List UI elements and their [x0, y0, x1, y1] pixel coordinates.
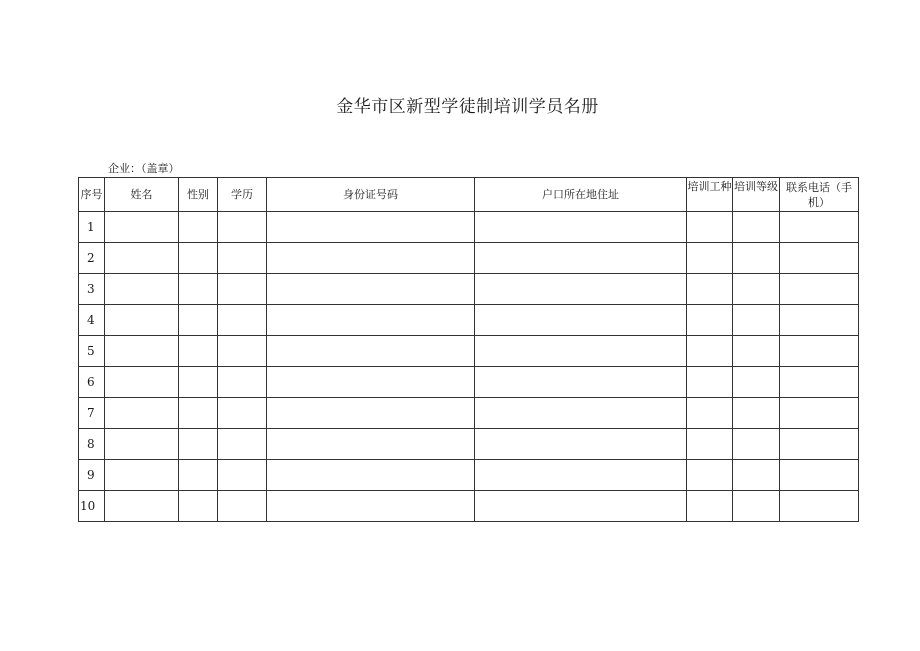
- address-cell[interactable]: [475, 491, 687, 522]
- trade-cell[interactable]: [687, 336, 733, 367]
- id-number-cell[interactable]: [267, 398, 475, 429]
- trade-cell[interactable]: [687, 367, 733, 398]
- name-cell[interactable]: [105, 460, 179, 491]
- seq-cell: 6: [79, 367, 105, 398]
- trade-cell[interactable]: [687, 243, 733, 274]
- table-row: [79, 367, 859, 398]
- level-cell[interactable]: [733, 336, 780, 367]
- table-header-row: [79, 178, 859, 212]
- education-cell[interactable]: [218, 305, 267, 336]
- id-number-cell[interactable]: [267, 336, 475, 367]
- name-cell[interactable]: [105, 398, 179, 429]
- phone-cell[interactable]: [780, 491, 859, 522]
- education-cell[interactable]: [218, 243, 267, 274]
- level-cell[interactable]: [733, 460, 780, 491]
- gender-cell[interactable]: [179, 367, 218, 398]
- header-seq: 序号: [79, 178, 105, 212]
- address-cell[interactable]: [475, 305, 687, 336]
- header-training-trade: 培训工种: [687, 178, 733, 212]
- level-cell[interactable]: [733, 274, 780, 305]
- name-cell[interactable]: [105, 336, 179, 367]
- id-number-cell[interactable]: [267, 491, 475, 522]
- seq-cell: 10: [79, 491, 105, 522]
- header-household-address: 户口所在地住址: [475, 178, 687, 212]
- id-number-cell[interactable]: [267, 367, 475, 398]
- name-cell[interactable]: [105, 243, 179, 274]
- table-row: [79, 305, 859, 336]
- phone-cell[interactable]: [780, 336, 859, 367]
- seq-cell: 9: [79, 460, 105, 491]
- seq-cell: 7: [79, 398, 105, 429]
- education-cell[interactable]: [218, 429, 267, 460]
- phone-cell[interactable]: [780, 212, 859, 243]
- name-cell[interactable]: [105, 367, 179, 398]
- header-education: 学历: [218, 178, 267, 212]
- table-row: [79, 274, 859, 305]
- table-row: [79, 212, 859, 243]
- gender-cell[interactable]: [179, 212, 218, 243]
- address-cell[interactable]: [475, 398, 687, 429]
- gender-cell[interactable]: [179, 274, 218, 305]
- phone-cell[interactable]: [780, 243, 859, 274]
- education-cell[interactable]: [218, 367, 267, 398]
- education-cell[interactable]: [218, 212, 267, 243]
- header-name: 姓名: [105, 178, 179, 212]
- trade-cell[interactable]: [687, 429, 733, 460]
- id-number-cell[interactable]: [267, 460, 475, 491]
- table-row: [79, 398, 859, 429]
- phone-cell[interactable]: [780, 460, 859, 491]
- level-cell[interactable]: [733, 243, 780, 274]
- header-phone: 联系电话（手机）: [780, 178, 859, 212]
- phone-cell[interactable]: [780, 274, 859, 305]
- header-gender: 性别: [179, 178, 218, 212]
- level-cell[interactable]: [733, 212, 780, 243]
- name-cell[interactable]: [105, 305, 179, 336]
- table-row: [79, 460, 859, 491]
- education-cell[interactable]: [218, 274, 267, 305]
- education-cell[interactable]: [218, 491, 267, 522]
- level-cell[interactable]: [733, 429, 780, 460]
- trade-cell[interactable]: [687, 398, 733, 429]
- address-cell[interactable]: [475, 336, 687, 367]
- seq-cell: 3: [79, 274, 105, 305]
- gender-cell[interactable]: [179, 460, 218, 491]
- id-number-cell[interactable]: [267, 274, 475, 305]
- address-cell[interactable]: [475, 367, 687, 398]
- id-number-cell[interactable]: [267, 429, 475, 460]
- seq-cell: 8: [79, 429, 105, 460]
- gender-cell[interactable]: [179, 243, 218, 274]
- gender-cell[interactable]: [179, 429, 218, 460]
- education-cell[interactable]: [218, 336, 267, 367]
- trade-cell[interactable]: [687, 212, 733, 243]
- level-cell[interactable]: [733, 305, 780, 336]
- address-cell[interactable]: [475, 429, 687, 460]
- document-title: 金华市区新型学徒制培训学员名册: [336, 97, 599, 117]
- id-number-cell[interactable]: [267, 212, 475, 243]
- table-row: [79, 429, 859, 460]
- phone-cell[interactable]: [780, 305, 859, 336]
- address-cell[interactable]: [475, 243, 687, 274]
- address-cell[interactable]: [475, 460, 687, 491]
- table-body: [79, 212, 859, 522]
- id-number-cell[interactable]: [267, 243, 475, 274]
- table-row: [79, 491, 859, 522]
- phone-cell[interactable]: [780, 367, 859, 398]
- header-training-level: 培训等级: [733, 178, 780, 212]
- phone-cell[interactable]: [780, 429, 859, 460]
- address-cell[interactable]: [475, 274, 687, 305]
- trade-cell[interactable]: [687, 460, 733, 491]
- level-cell[interactable]: [733, 367, 780, 398]
- table-row: [79, 243, 859, 274]
- name-cell[interactable]: [105, 491, 179, 522]
- seq-cell: 5: [79, 336, 105, 367]
- seq-cell: 4: [79, 305, 105, 336]
- education-cell[interactable]: [218, 460, 267, 491]
- trade-cell[interactable]: [687, 491, 733, 522]
- seq-cell: 2: [79, 243, 105, 274]
- education-cell[interactable]: [218, 398, 267, 429]
- company-seal-label: 企业：（盖章）: [108, 162, 180, 175]
- seq-cell: 1: [79, 212, 105, 243]
- trainee-roster-table: [78, 177, 859, 522]
- header-id-number: 身份证号码: [267, 178, 475, 212]
- trade-cell[interactable]: [687, 305, 733, 336]
- gender-cell[interactable]: [179, 491, 218, 522]
- level-cell[interactable]: [733, 398, 780, 429]
- phone-cell[interactable]: [780, 398, 859, 429]
- address-cell[interactable]: [475, 212, 687, 243]
- id-number-cell[interactable]: [267, 305, 475, 336]
- gender-cell[interactable]: [179, 305, 218, 336]
- table-row: [79, 336, 859, 367]
- trade-cell[interactable]: [687, 274, 733, 305]
- name-cell[interactable]: [105, 212, 179, 243]
- gender-cell[interactable]: [179, 398, 218, 429]
- level-cell[interactable]: [733, 491, 780, 522]
- name-cell[interactable]: [105, 274, 179, 305]
- gender-cell[interactable]: [179, 336, 218, 367]
- name-cell[interactable]: [105, 429, 179, 460]
